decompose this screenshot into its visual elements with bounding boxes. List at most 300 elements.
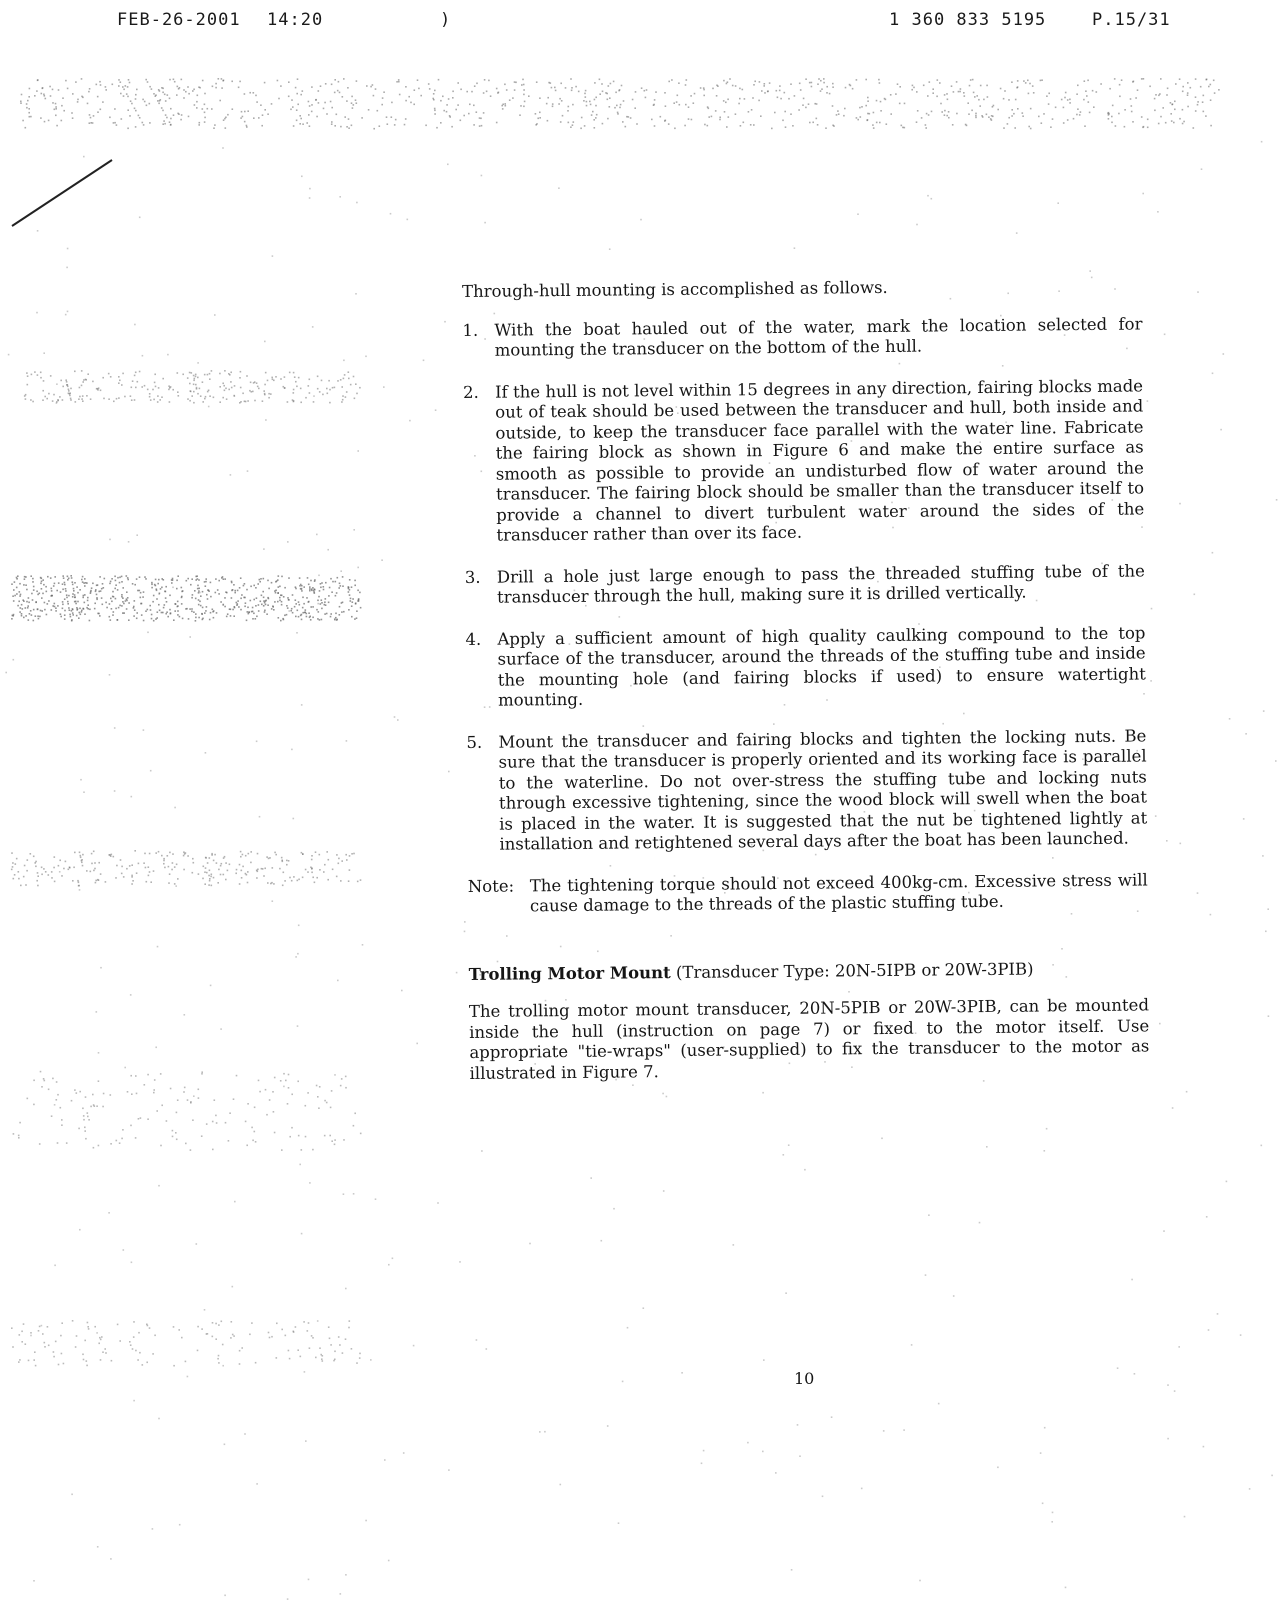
speckle [303, 603, 305, 605]
speckle [1226, 1181, 1228, 1183]
speckle [307, 1092, 309, 1094]
speckle [387, 123, 389, 125]
speckle [40, 610, 42, 612]
speckle [261, 604, 263, 606]
speckle [547, 120, 549, 122]
speckle [964, 95, 966, 97]
speckle [143, 620, 145, 622]
speckle [217, 589, 219, 591]
speckle [560, 1484, 562, 1486]
speckle [1267, 908, 1269, 910]
speckle [300, 588, 302, 590]
speckle [622, 1381, 624, 1383]
speckle [177, 575, 179, 577]
speckle [177, 606, 179, 608]
speckle [73, 588, 75, 590]
speckle [60, 380, 62, 382]
speckle [859, 107, 861, 109]
speckle [1158, 95, 1160, 97]
speckle [1015, 99, 1017, 101]
speckle [167, 855, 169, 857]
speckle [442, 96, 444, 98]
speckle [1210, 99, 1212, 101]
speckle [205, 581, 207, 583]
speckle [245, 602, 247, 604]
speckle [264, 394, 266, 396]
speckle [209, 857, 211, 859]
speckle [307, 577, 309, 579]
speckle [878, 79, 880, 81]
speckle [708, 116, 710, 118]
speckle [224, 390, 226, 392]
speckle [1017, 108, 1019, 110]
speckle [343, 360, 345, 362]
speckle [162, 612, 164, 614]
speckle [140, 592, 142, 594]
speckle [264, 611, 266, 613]
speckle [452, 91, 454, 93]
speckle [160, 588, 162, 590]
speckle [71, 112, 73, 114]
speckle [55, 610, 57, 612]
speckle [12, 615, 14, 617]
speckle [340, 126, 342, 128]
speckle [224, 370, 226, 372]
speckle [1044, 1150, 1046, 1152]
speckle [201, 1328, 203, 1330]
speckle [133, 606, 135, 608]
speckle [155, 94, 157, 96]
speckle [234, 395, 236, 397]
speckle [590, 104, 592, 106]
step-number: 4. [465, 629, 482, 649]
speckle [160, 99, 162, 101]
speckle [54, 109, 56, 111]
speckle [444, 321, 446, 323]
speckle [1027, 80, 1029, 82]
speckle [218, 1355, 220, 1357]
speckle [230, 372, 232, 374]
speckle [181, 79, 183, 81]
speckle [155, 1047, 157, 1049]
speckle [185, 1143, 187, 1145]
speckle [247, 110, 249, 112]
speckle [135, 372, 137, 374]
speckle [53, 394, 55, 396]
speckle [108, 373, 110, 375]
speckle [162, 88, 164, 90]
speckle [301, 588, 303, 590]
speckle [81, 96, 83, 98]
speckle [1210, 125, 1212, 127]
speckle [497, 92, 499, 94]
speckle [170, 613, 172, 615]
speckle [46, 591, 48, 593]
speckle [296, 120, 298, 122]
speckle [32, 401, 34, 403]
speckle [310, 619, 312, 621]
speckle [89, 114, 91, 116]
speckle [448, 771, 450, 773]
speckle [284, 387, 286, 389]
speckle [324, 613, 326, 615]
speckle [13, 659, 15, 661]
speckle [75, 81, 77, 83]
speckle [817, 83, 819, 85]
speckle [1183, 121, 1185, 123]
speckle [1205, 115, 1207, 117]
speckle [41, 1086, 43, 1088]
speckle [207, 598, 209, 600]
speckle [327, 393, 329, 395]
speckle [479, 125, 481, 127]
speckle [991, 119, 993, 121]
speckle [666, 1096, 668, 1098]
speckle [312, 1149, 314, 1151]
speckle [14, 581, 16, 583]
speckle [323, 586, 325, 588]
speckle [1017, 86, 1019, 88]
speckle [50, 595, 52, 597]
speckle [214, 314, 216, 316]
speckle [81, 859, 83, 861]
speckle [287, 541, 289, 543]
speckle [194, 104, 196, 106]
speckle [24, 865, 26, 867]
speckle [290, 610, 292, 612]
speckle [313, 395, 315, 397]
speckle [407, 219, 409, 221]
speckle [197, 1326, 199, 1328]
speckle [619, 107, 621, 109]
speckle [719, 117, 721, 119]
speckle [128, 541, 130, 543]
speckle [1046, 95, 1048, 97]
speckle [986, 85, 988, 87]
speckle [226, 398, 228, 400]
speckle [625, 126, 627, 128]
speckle [1261, 141, 1263, 143]
speckle [382, 97, 384, 99]
speckle [36, 880, 38, 882]
speckle [861, 1488, 863, 1490]
speckle [96, 84, 98, 86]
speckle [1141, 116, 1143, 118]
speckle [440, 100, 442, 102]
speckle [153, 620, 155, 622]
speckle [221, 863, 223, 865]
speckle [109, 616, 111, 618]
speckle [246, 874, 248, 876]
speckle [1193, 127, 1195, 129]
speckle [195, 598, 197, 600]
speckle [195, 376, 197, 378]
speckle [97, 584, 99, 586]
speckle [476, 1339, 478, 1341]
speckle [248, 853, 250, 855]
speckle [1142, 127, 1144, 129]
speckle [1040, 1452, 1042, 1454]
speckle [57, 399, 59, 401]
speckle [767, 91, 769, 93]
speckle [297, 1081, 299, 1083]
speckle [514, 81, 516, 83]
speckle [274, 590, 276, 592]
speckle [136, 872, 138, 874]
fax-page-count: P.15/31 [1092, 10, 1171, 30]
speckle [355, 602, 357, 604]
speckle [258, 388, 260, 390]
speckle [139, 1352, 141, 1354]
speckle [117, 589, 119, 591]
speckle [13, 614, 15, 616]
speckle [301, 590, 303, 592]
speckle [138, 1332, 140, 1334]
speckle [1100, 83, 1102, 85]
speckle [288, 81, 290, 83]
speckle [498, 92, 500, 94]
speckle [169, 873, 171, 875]
speckle [149, 1327, 151, 1329]
speckle [297, 1349, 299, 1351]
speckle [185, 852, 187, 854]
speckle [609, 106, 611, 108]
speckle [355, 383, 357, 385]
speckle [139, 117, 141, 119]
speckle [113, 596, 115, 598]
speckle [203, 866, 205, 868]
speckle [1172, 1107, 1174, 1109]
speckle [63, 868, 65, 870]
speckle [38, 1330, 40, 1332]
speckle [114, 727, 116, 729]
speckle [311, 1335, 313, 1337]
speckle [54, 583, 56, 585]
speckle [225, 879, 227, 881]
speckle [420, 95, 422, 97]
speckle [357, 567, 359, 569]
speckle [357, 590, 359, 592]
speckle [166, 601, 168, 603]
speckle [1028, 126, 1030, 128]
speckle [178, 395, 180, 397]
speckle [152, 601, 154, 603]
speckle [947, 99, 949, 101]
speckle [265, 372, 267, 374]
speckle [173, 79, 175, 81]
speckle [213, 610, 215, 612]
speckle [62, 386, 64, 388]
speckle [343, 378, 345, 380]
speckle [72, 612, 74, 614]
step-item [462, 314, 1142, 362]
speckle [1121, 79, 1123, 81]
speckle [911, 1344, 913, 1346]
speckle [113, 122, 115, 124]
note-text: The tightening torque should not exceed 400kg-cm. Excessive stress will cause damage to the threads of the plastic stuffing tube. [529, 869, 1148, 916]
speckle [11, 852, 13, 854]
speckle [471, 91, 473, 93]
speckle [677, 95, 679, 97]
speckle [71, 577, 73, 579]
speckle [246, 125, 248, 127]
speckle [349, 1320, 351, 1322]
speckle [816, 103, 818, 105]
speckle [572, 104, 574, 106]
speckle [360, 879, 362, 881]
speckle [799, 1455, 801, 1457]
speckle [826, 92, 828, 94]
speckle [668, 123, 670, 125]
speckle [58, 582, 60, 584]
speckle [110, 619, 112, 621]
speckle [693, 102, 695, 104]
speckle [157, 401, 159, 403]
speckle [833, 125, 835, 127]
speckle [390, 213, 392, 215]
speckle [210, 612, 212, 614]
speckle [128, 79, 130, 81]
speckle [437, 1202, 439, 1204]
speckle [177, 614, 179, 616]
speckle [291, 1127, 293, 1129]
speckle [75, 601, 77, 603]
speckle [785, 1292, 787, 1294]
speckle [593, 119, 595, 121]
speckle [973, 92, 975, 94]
speckle [1197, 101, 1199, 103]
speckle [79, 852, 81, 854]
speckle [1052, 1512, 1054, 1514]
speckle [932, 92, 934, 94]
speckle [70, 388, 72, 390]
speckle [904, 103, 906, 105]
speckle [302, 877, 304, 879]
speckle [100, 1359, 102, 1361]
speckle [291, 1094, 293, 1096]
speckle [336, 854, 338, 856]
speckle [172, 1130, 174, 1132]
speckle [142, 99, 144, 101]
speckle [311, 590, 313, 592]
speckle [266, 613, 268, 615]
speckle [618, 90, 620, 92]
speckle [204, 93, 206, 95]
speckle [1165, 122, 1167, 124]
speckle [397, 719, 399, 721]
speckle [1011, 115, 1013, 117]
speckle [169, 387, 171, 389]
speckle [53, 1351, 55, 1353]
speckle [1174, 1390, 1176, 1392]
speckle [1206, 1216, 1208, 1218]
speckle [876, 100, 878, 102]
speckle [567, 110, 569, 112]
speckle [207, 589, 209, 591]
speckle [372, 84, 374, 86]
speckle [136, 578, 138, 580]
speckle [348, 880, 350, 882]
document-body [462, 275, 1150, 1083]
speckle [356, 80, 358, 82]
speckle [126, 598, 128, 600]
speckle [55, 115, 57, 117]
speckle [293, 1331, 295, 1333]
speckle [193, 862, 195, 864]
speckle [287, 1103, 289, 1105]
speckle [156, 588, 158, 590]
speckle [95, 882, 97, 884]
speckle [302, 612, 304, 614]
speckle [324, 864, 326, 866]
speckle [350, 600, 352, 602]
speckle [1007, 123, 1009, 125]
speckle [323, 108, 325, 110]
speckle [272, 606, 274, 608]
speckle [342, 1352, 344, 1354]
speckle [147, 81, 149, 83]
speckle [1197, 104, 1199, 106]
speckle [177, 1099, 179, 1101]
speckle [309, 590, 311, 592]
speckle [1262, 855, 1264, 857]
speckle [291, 608, 293, 610]
speckle [979, 105, 981, 107]
speckle [715, 110, 717, 112]
speckle [42, 579, 44, 581]
speckle [1167, 1384, 1169, 1386]
speckle [1213, 80, 1215, 82]
speckle [911, 89, 913, 91]
speckle [42, 593, 44, 595]
speckle [40, 372, 42, 374]
speckle [161, 107, 163, 109]
speckle [27, 375, 29, 377]
speckle [630, 117, 632, 119]
speckle [144, 101, 146, 103]
speckle [36, 90, 38, 92]
speckle [1178, 1346, 1180, 1348]
speckle [95, 591, 97, 593]
speckle [336, 876, 338, 878]
speckle [486, 91, 488, 93]
speckle [108, 398, 110, 400]
speckle [317, 376, 319, 378]
speckle [285, 1335, 287, 1337]
speckle [928, 114, 930, 116]
speckle [899, 86, 901, 88]
speckle [163, 858, 165, 860]
speckle [902, 127, 904, 129]
speckle [16, 587, 18, 589]
speckle [181, 603, 183, 605]
speckle [349, 855, 351, 857]
speckle [349, 579, 351, 581]
speckle [1200, 86, 1202, 88]
speckle [90, 1106, 92, 1108]
speckle [175, 1132, 177, 1134]
speckle [207, 108, 209, 110]
speckle [200, 605, 202, 607]
speckle [283, 1086, 285, 1088]
speckle [224, 1444, 226, 1446]
speckle [688, 118, 690, 120]
speckle [245, 1121, 247, 1123]
speckle [232, 609, 234, 611]
speckle [370, 86, 372, 88]
speckle [570, 78, 572, 80]
speckle [58, 865, 60, 867]
